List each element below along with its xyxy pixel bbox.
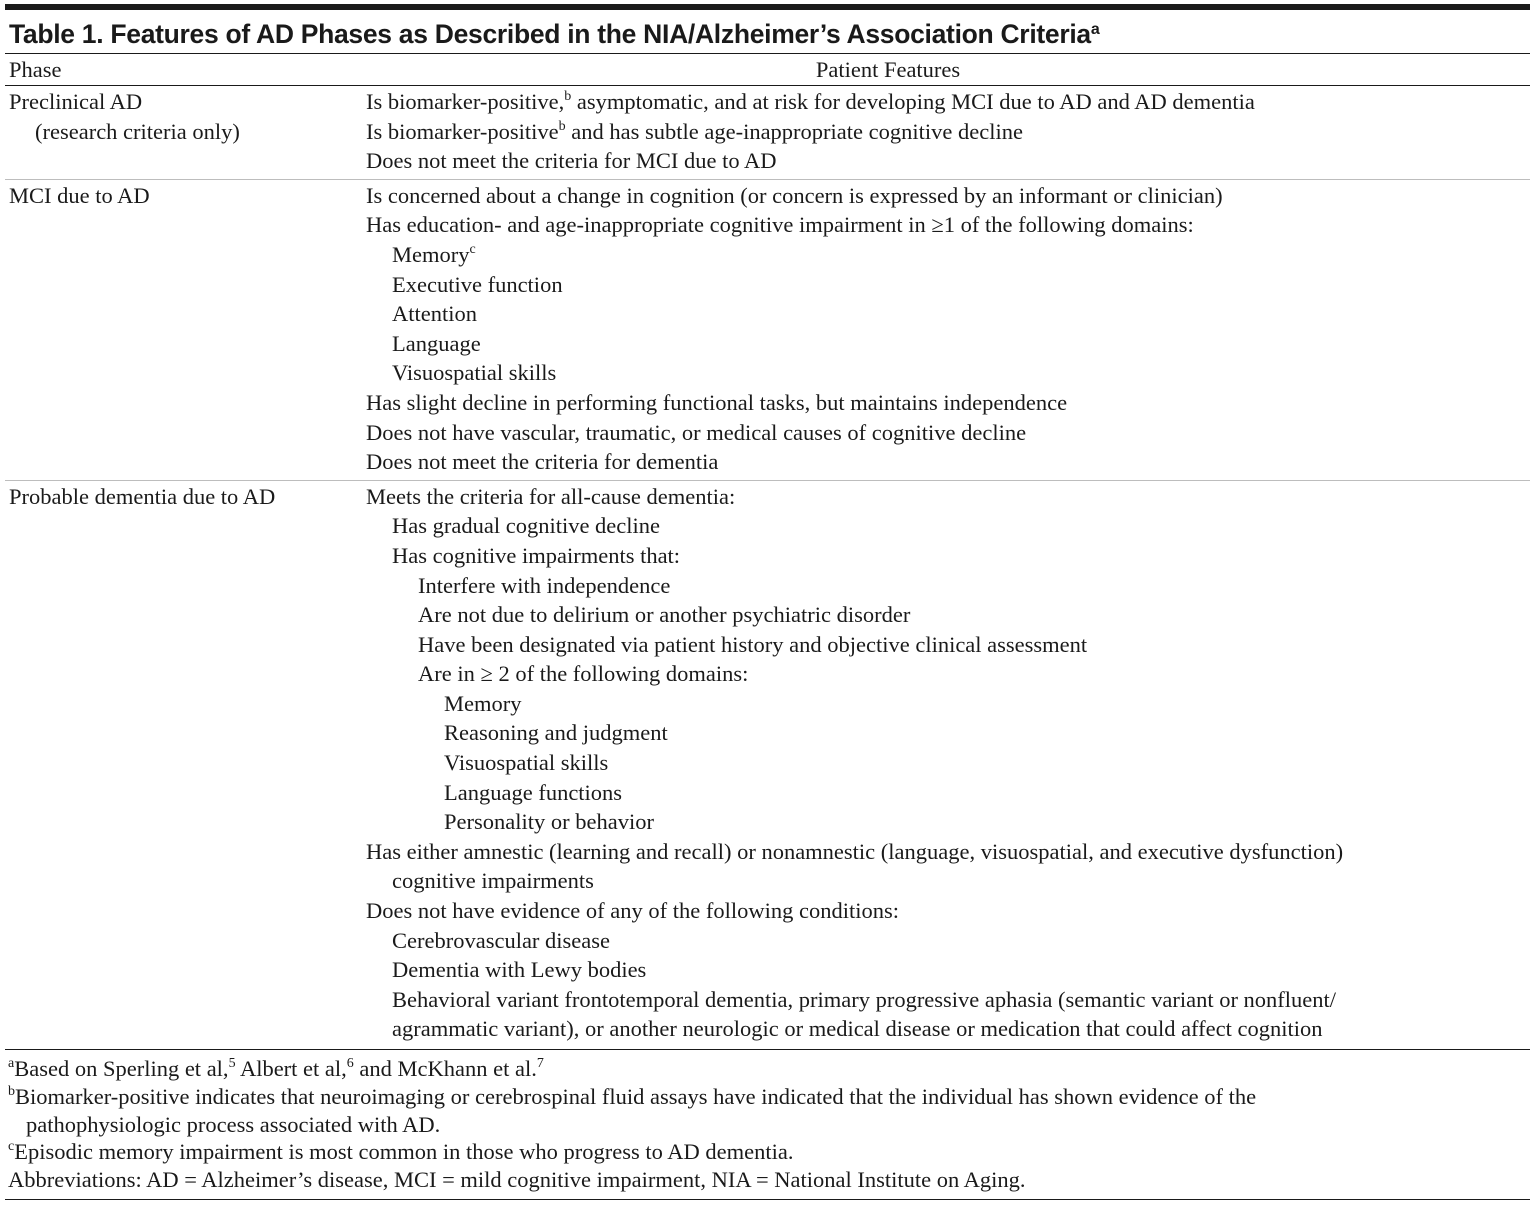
footnote-mark: b — [558, 118, 566, 134]
feature-line: Has slight decline in performing functional tasks, but maintains independence — [366, 389, 1068, 415]
reference-number: 5 — [228, 1056, 236, 1071]
footnote-mark: a — [8, 1056, 15, 1071]
features-cell — [366, 181, 1530, 477]
feature-line: Has either amnestic (learning and recall) or nonamnestic (language, visuospatial, and executive dysfunction) — [366, 838, 1344, 864]
feature-line: Visuospatial skills — [444, 750, 609, 776]
footnote-text: Episodic memory impairment is most common in those who progress to AD dementia. — [14, 1139, 794, 1165]
feature-line — [366, 240, 1530, 270]
feature-line: Executive function — [392, 271, 563, 297]
footnote-mark: c — [469, 241, 476, 257]
features-cell — [366, 87, 1530, 176]
section-preclinical-ad — [5, 86, 1530, 179]
abbreviations-note: Abbreviations: AD = Alzheimer’s disease, MCI = mild cognitive impairment, NIA = National Institute on Aging. — [8, 1167, 1026, 1193]
feature-line: Are in ≥ 2 of the following domains: — [418, 661, 749, 687]
feature-line: Does not have evidence of any of the following conditions: — [366, 898, 899, 924]
feature-line: Visuospatial skills — [392, 360, 557, 386]
footnote-text: and McKhann et al. — [353, 1056, 537, 1081]
footnote-c — [8, 1138, 1530, 1166]
title-footnote-mark: a — [1090, 21, 1100, 38]
feature-line: Does not have vascular, traumatic, or medical causes of cognitive decline — [366, 419, 1027, 445]
footnotes — [5, 1050, 1530, 1194]
feature-line: Has cognitive impairments that: — [392, 542, 681, 568]
feature-line: Have been designated via patient history and objective clinical assessment — [418, 631, 1088, 657]
feature-line: Interfere with independence — [418, 572, 671, 598]
phase-name: Probable dementia due to AD — [9, 483, 276, 509]
feature-line: Has gradual cognitive decline — [392, 513, 661, 539]
feature-line: Memory — [444, 690, 522, 716]
feature-text: Memory — [392, 241, 470, 267]
footnote-a — [8, 1055, 1530, 1083]
footnote-text: Biomarker-positive indicates that neuroimaging or cerebrospinal fluid assays have indicated that the individual has shown evidence of the — [15, 1083, 1257, 1109]
header-features: Patient Features — [815, 57, 961, 82]
phase-cell — [5, 87, 366, 176]
feature-line: Is concerned about a change in cognition (or concern is expressed by an informant or clinician) — [366, 182, 1223, 208]
feature-line: Behavioral variant frontotemporal dementia, primary progressive aphasia (semantic variant or nonfluent/ — [392, 986, 1337, 1012]
feature-line: Has education- and age-inappropriate cognitive impairment in ≥1 of the following domains: — [366, 212, 1194, 238]
phase-name: MCI due to AD — [9, 182, 150, 208]
feature-line — [366, 117, 1530, 147]
top-rule — [5, 4, 1530, 10]
feature-line: Does not meet the criteria for MCI due to AD — [366, 148, 777, 174]
feature-line: Language functions — [444, 779, 623, 805]
header-phase: Phase — [9, 57, 62, 82]
footnote-mark: b — [8, 1083, 15, 1099]
feature-line: Dementia with Lewy bodies — [392, 957, 647, 983]
header-row — [5, 54, 1530, 85]
phase-subtitle: (research criteria only) — [35, 118, 240, 144]
footnote-b — [8, 1083, 1530, 1111]
feature-text-cont: asymptomatic, and at risk for developing MCI due to AD and AD dementia — [571, 89, 1255, 114]
feature-line: agrammatic variant), or another neurologic or medical disease or medication that could affect cognition — [392, 1016, 1323, 1042]
feature-text: Is biomarker-positive — [366, 118, 559, 144]
bottom-rule — [5, 1199, 1530, 1200]
feature-line: Are not due to delirium or another psychiatric disorder — [418, 602, 911, 628]
feature-text: Is biomarker-positive, — [366, 89, 565, 114]
table-title — [5, 16, 1530, 52]
feature-line: Personality or behavior — [444, 809, 654, 835]
footnote-text: Based on Sperling et al, — [14, 1056, 229, 1081]
footnote-b-continued: pathophysiologic process associated with AD. — [26, 1111, 441, 1137]
feature-line: Attention — [392, 301, 477, 327]
feature-line: Cerebrovascular disease — [392, 927, 611, 953]
features-cell — [366, 482, 1530, 1044]
footnote-mark: b — [564, 89, 572, 104]
feature-line: Does not meet the criteria for dementia — [366, 449, 719, 475]
feature-text-cont: and has subtle age-inappropriate cognitive decline — [565, 118, 1023, 144]
feature-line: Language — [392, 330, 481, 356]
section-mci-due-to-ad — [5, 179, 1530, 480]
phase-name: Preclinical AD — [9, 89, 143, 114]
phase-cell — [5, 181, 366, 477]
phase-cell — [5, 482, 366, 1044]
reference-number: 6 — [346, 1056, 354, 1071]
table-title-text: Table 1. Features of AD Phases as Described in the NIA/Alzheimer’s Association Criteria — [9, 19, 1091, 49]
feature-line — [366, 87, 1530, 117]
footnote-text: Albert et al, — [235, 1056, 347, 1081]
footnote-mark: c — [8, 1139, 15, 1155]
feature-line: Reasoning and judgment — [444, 720, 668, 746]
reference-number: 7 — [536, 1056, 544, 1071]
section-probable-dementia — [5, 480, 1530, 1047]
feature-line: Meets the criteria for all-cause dementia: — [366, 483, 736, 509]
features-table — [5, 4, 1530, 1200]
feature-line: cognitive impairments — [392, 868, 594, 894]
